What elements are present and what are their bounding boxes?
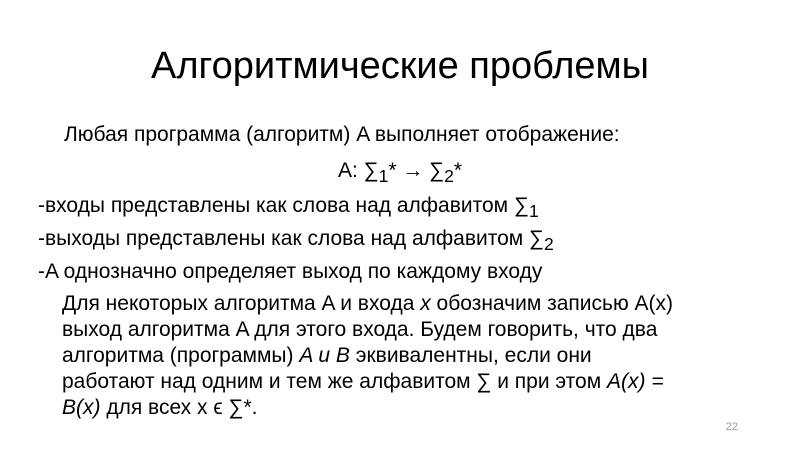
paragraph-line xyxy=(62,395,752,421)
mapping-formula xyxy=(0,158,800,189)
equivalence-paragraph xyxy=(62,291,752,421)
mapping-sub-2: 2 xyxy=(444,166,454,187)
paragraph-text: для всех x ϵ ∑*. xyxy=(100,396,258,419)
bullet-sub: 2 xyxy=(544,234,554,255)
paragraph-line xyxy=(62,343,752,369)
mapping-prefix: A: ∑ xyxy=(337,159,379,182)
paragraph-line: выход алгоритма A для этого входа. Будем говорить, что два xyxy=(62,318,658,341)
bullet-text: -A однозначно определяет выход по каждому входу xyxy=(38,260,543,283)
bullet-outputs xyxy=(38,226,554,257)
paragraph-line xyxy=(62,369,752,395)
bullet-text: -входы представлены как слова над алфавитом ∑ xyxy=(38,194,529,217)
paragraph-text: обозначим записью A(x) xyxy=(430,292,674,315)
paragraph-italic: x xyxy=(420,292,431,315)
paragraph-text: эквивалентны, если они xyxy=(349,344,592,367)
slide-title: Алгоритмические проблемы xyxy=(151,45,649,87)
mapping-middle: * → ∑ xyxy=(388,159,445,182)
intro-text: Любая программа (алгоритм) A выполняет отображение: xyxy=(64,123,620,146)
paragraph-line xyxy=(62,291,752,317)
mapping-sub-1: 1 xyxy=(378,166,389,187)
bullet-inputs xyxy=(38,193,539,224)
bullet-sub: 1 xyxy=(528,201,539,222)
mapping-suffix: * xyxy=(453,159,463,182)
paragraph-text: работают над одним и тем же алфавитом ∑ и при этом xyxy=(62,370,607,393)
page-number: 22 xyxy=(725,421,738,433)
paragraph-italic: A и B xyxy=(299,344,350,367)
paragraph-italic: B(x) xyxy=(62,396,101,419)
paragraph-text: Для некоторых алгоритма A и входа xyxy=(62,292,421,315)
paragraph-italic: A(x) = xyxy=(607,370,664,393)
paragraph-text: алгоритма (программы) xyxy=(62,344,300,367)
bullet-deterministic xyxy=(38,259,542,290)
bullet-text: -выходы представлены как слова над алфавитом ∑ xyxy=(38,227,545,250)
